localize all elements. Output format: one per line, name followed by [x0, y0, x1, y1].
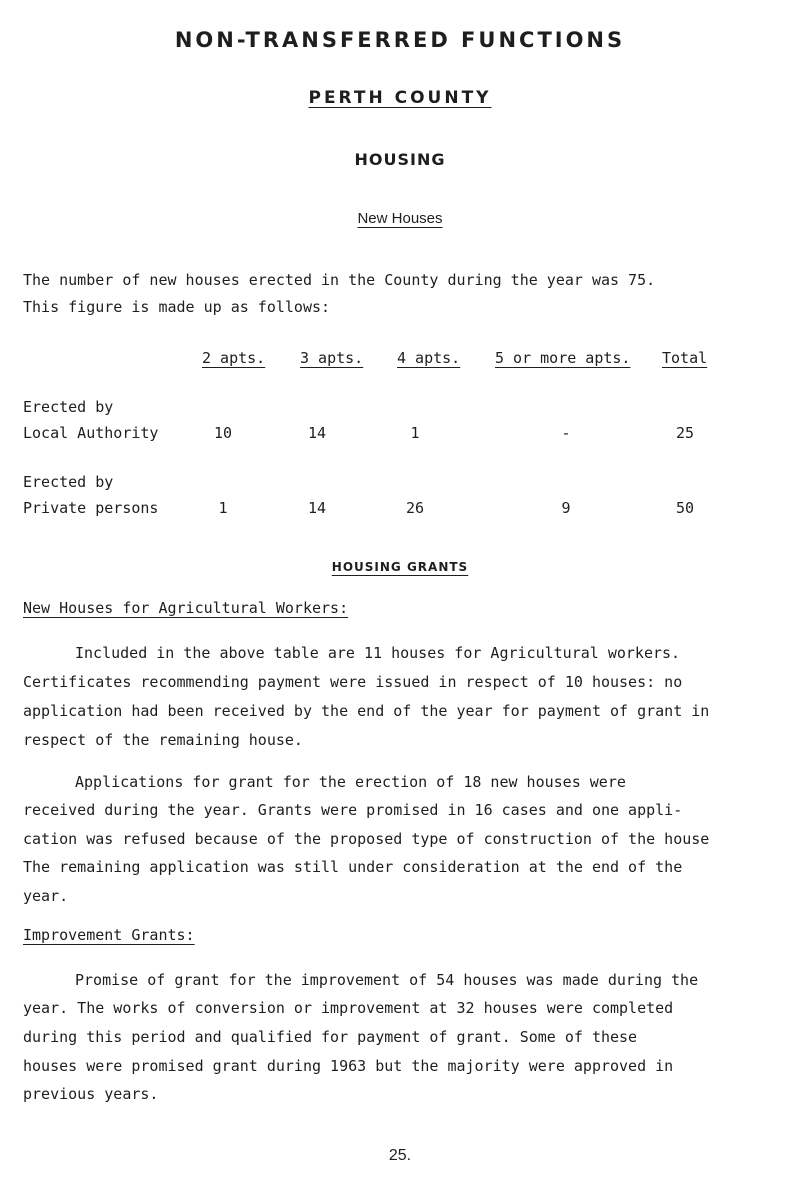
table-cell: 9: [561, 499, 571, 517]
row-label-line1: Erected by: [23, 398, 114, 416]
table-cell: 26: [405, 499, 425, 517]
paragraph-line: respect of the remaining house.: [23, 731, 303, 749]
table-cell: 1: [218, 499, 228, 517]
new-houses-heading-text: New Houses: [357, 210, 443, 227]
paragraph-line: received during the year. Grants were promised in 16 cases and one appli-: [23, 801, 683, 819]
paragraph-line: year. The works of conversion or improvement at 32 houses were completed: [23, 999, 674, 1017]
paragraph-line: Promise of grant for the improvement of 54 houses was made during the: [75, 971, 699, 989]
row-label-line2: Local Authority: [23, 424, 159, 442]
col-header-5-or-more-apts: 5 or more apts.: [495, 349, 631, 367]
table-cell: 14: [307, 424, 327, 442]
county-heading-text: PERTH COUNTY: [308, 88, 492, 108]
paragraph-line: Applications for grant for the erection of 18 new houses were: [75, 773, 626, 791]
page-number: 25.: [388, 1147, 412, 1164]
paragraph-line: houses were promised grant during 1963 but the majority were approved in: [23, 1057, 674, 1075]
intro-line-2: This figure is made up as follows:: [23, 298, 331, 316]
paragraph-line: previous years.: [23, 1085, 159, 1103]
col-header-total: Total: [662, 349, 708, 367]
housing-grants-heading-text: HOUSING GRANTS: [331, 560, 469, 574]
col-header-4-apts: 4 apts.: [397, 349, 461, 367]
paragraph-line: Certificates recommending payment were issued in respect of 10 houses: no: [23, 673, 683, 691]
agricultural-heading: New Houses for Agricultural Workers:: [23, 599, 349, 617]
paragraph-line: year.: [23, 887, 69, 905]
table-cell: 25: [675, 424, 695, 442]
col-header-3-apts: 3 apts.: [300, 349, 364, 367]
new-houses-heading: [0, 210, 800, 227]
table-cell: 10: [213, 424, 233, 442]
table-cell: 14: [307, 499, 327, 517]
table-cell: 1: [410, 424, 420, 442]
housing-heading: HOUSING: [354, 150, 446, 169]
paragraph-line: application had been received by the end of the year for payment of grant in: [23, 702, 710, 720]
housing-grants-heading: [0, 560, 800, 574]
paragraph-line: during this period and qualified for payment of grant. Some of these: [23, 1028, 638, 1046]
table-cell: -: [561, 424, 571, 442]
county-heading: [0, 88, 800, 108]
paragraph-line: The remaining application was still under consideration at the end of the: [23, 858, 683, 876]
improvement-heading: Improvement Grants:: [23, 926, 195, 944]
row-label-line2: Private persons: [23, 499, 159, 517]
row-label-line1: Erected by: [23, 473, 114, 491]
intro-line-1: The number of new houses erected in the County during the year was 75.: [23, 271, 656, 289]
paragraph-line: cation was refused because of the proposed type of construction of the house: [23, 830, 710, 848]
paragraph-line: Included in the above table are 11 houses for Agricultural workers.: [75, 644, 681, 662]
table-cell: 50: [675, 499, 695, 517]
main-heading: NON-TRANSFERRED FUNCTIONS: [174, 28, 626, 52]
col-header-2-apts: 2 apts.: [202, 349, 266, 367]
